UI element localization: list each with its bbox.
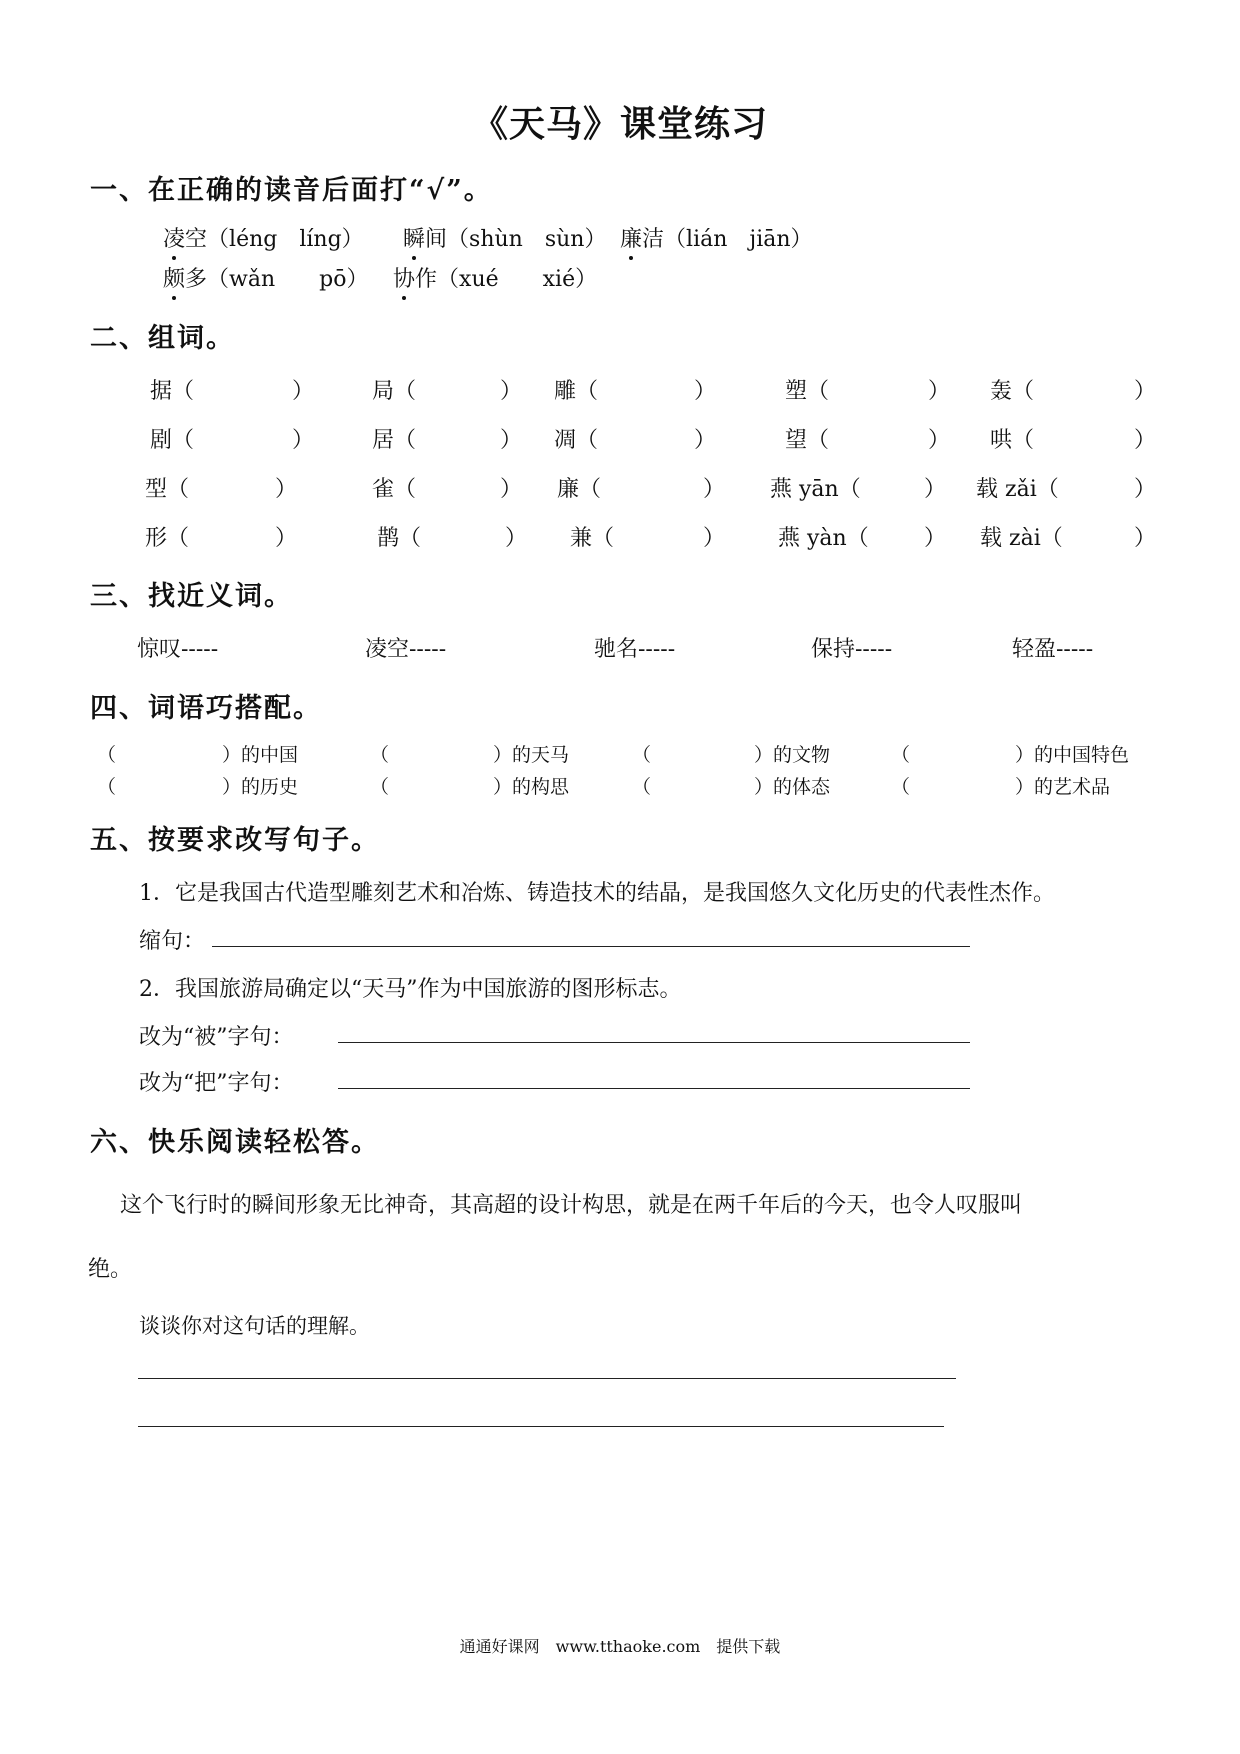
synonym-item: 驰名-----: [594, 637, 676, 662]
zuci-item: 燕 yàn（: [778, 526, 869, 551]
zuci-close: ）: [694, 379, 717, 404]
match-open: （: [370, 776, 390, 798]
zuci-item: 廉（: [557, 477, 602, 502]
zuci-item: 局（: [372, 379, 417, 404]
zuci-close: ）: [275, 526, 298, 551]
synonym-item: 保持-----: [811, 637, 893, 662]
answer-line[interactable]: [138, 1426, 944, 1427]
section-6-heading: 六、快乐阅读轻松答。: [90, 1127, 380, 1158]
zuci-item: 雕（: [554, 379, 599, 404]
zuci-close: ）: [292, 428, 315, 453]
match-item: ）的体态: [754, 776, 831, 798]
zuci-close: ）: [505, 526, 528, 551]
zuci-item: 塑（: [785, 379, 830, 404]
zuci-close: ）: [1134, 526, 1157, 551]
match-open: （: [370, 744, 390, 766]
zuci-close: ）: [1134, 428, 1157, 453]
zuci-close: ）: [1134, 379, 1157, 404]
match-item: ）的天马: [493, 744, 570, 766]
match-open: （: [97, 744, 117, 766]
match-open: （: [891, 776, 911, 798]
rewrite-label-bei: 改为“被”字句：: [139, 1025, 294, 1050]
pinyin-item: 廉洁（lián jiān）: [620, 222, 813, 253]
answer-line[interactable]: [138, 1378, 956, 1379]
reading-passage-line2: 绝。: [88, 1257, 133, 1282]
section-3-heading: 三、找近义词。: [90, 581, 293, 612]
rewrite-label-suoju: 缩句：: [139, 929, 206, 954]
page-title: 《天马》课堂练习: [471, 104, 768, 145]
pinyin-item: 协作（xué xié）: [393, 262, 597, 293]
zuci-item: 型（: [145, 477, 190, 502]
rewrite-question-1: 1．它是我国古代造型雕刻艺术和冶炼、铸造技术的结晶，是我国悠久文化历史的代表性杰作。: [139, 881, 1056, 906]
zuci-item: 雀（: [372, 477, 417, 502]
zuci-item: 兼（: [570, 526, 615, 551]
zuci-close: ）: [292, 379, 315, 404]
match-item: ）的艺术品: [1015, 776, 1111, 798]
zuci-item: 居（: [372, 428, 417, 453]
footer-credit: 通通好课网 www.tthaoke.com 提供下载: [459, 1637, 781, 1656]
zuci-item: 据（: [150, 379, 195, 404]
rewrite-label-ba: 改为“把”字句：: [139, 1071, 294, 1096]
zuci-close: ）: [703, 526, 726, 551]
section-2-heading: 二、组词。: [90, 323, 235, 354]
section-1-heading: 一、在正确的读音后面打“√”。: [90, 175, 493, 206]
answer-line[interactable]: [338, 1088, 970, 1089]
reading-question: 谈谈你对这句话的理解。: [139, 1314, 370, 1338]
zuci-item: 凋（: [554, 428, 599, 453]
zuci-item: 剧（: [150, 428, 195, 453]
synonym-item: 凌空-----: [365, 637, 447, 662]
pinyin-item: 瞬间（shùn sùn）: [403, 222, 606, 253]
reading-passage-line1: 这个飞行时的瞬间形象无比神奇，其高超的设计构思，就是在两千年后的今天，也令人叹服叫: [120, 1193, 1023, 1218]
match-item: ）的历史: [222, 776, 299, 798]
zuci-item: 望（: [785, 428, 830, 453]
zuci-close: ）: [1134, 477, 1157, 502]
rewrite-question-2: 2．我国旅游局确定以“天马”作为中国旅游的图形标志。: [139, 977, 682, 1002]
section-5-heading: 五、按要求改写句子。: [90, 825, 380, 856]
zuci-close: ）: [703, 477, 726, 502]
zuci-item: 鹊（: [377, 526, 422, 551]
zuci-close: ）: [275, 477, 298, 502]
zuci-item: 形（: [145, 526, 190, 551]
match-open: （: [97, 776, 117, 798]
zuci-item: 载 zǎi（: [976, 477, 1059, 502]
match-item: ）的文物: [754, 744, 831, 766]
match-open: （: [632, 776, 652, 798]
match-open: （: [891, 744, 911, 766]
zuci-item: 哄（: [990, 428, 1035, 453]
zuci-close: ）: [500, 477, 523, 502]
synonym-item: 惊叹-----: [137, 637, 219, 662]
answer-line[interactable]: [212, 946, 970, 947]
pinyin-item: 凌空（léng líng）: [163, 222, 364, 253]
answer-line[interactable]: [338, 1042, 970, 1043]
zuci-close: ）: [694, 428, 717, 453]
match-item: ）的构思: [493, 776, 570, 798]
zuci-close: ）: [500, 379, 523, 404]
zuci-item: 轰（: [990, 379, 1035, 404]
match-item: ）的中国: [222, 744, 299, 766]
zuci-item: 燕 yān（: [770, 477, 861, 502]
zuci-item: 载 zài（: [980, 526, 1063, 551]
zuci-close: ）: [928, 379, 951, 404]
section-4-heading: 四、词语巧搭配。: [90, 693, 322, 724]
pinyin-item: 颇多（wǎn pō）: [163, 262, 368, 293]
synonym-item: 轻盈-----: [1012, 637, 1094, 662]
zuci-close: ）: [500, 428, 523, 453]
match-item: ）的中国特色: [1015, 744, 1130, 766]
zuci-close: ）: [924, 477, 947, 502]
match-open: （: [632, 744, 652, 766]
zuci-close: ）: [928, 428, 951, 453]
zuci-close: ）: [924, 526, 947, 551]
